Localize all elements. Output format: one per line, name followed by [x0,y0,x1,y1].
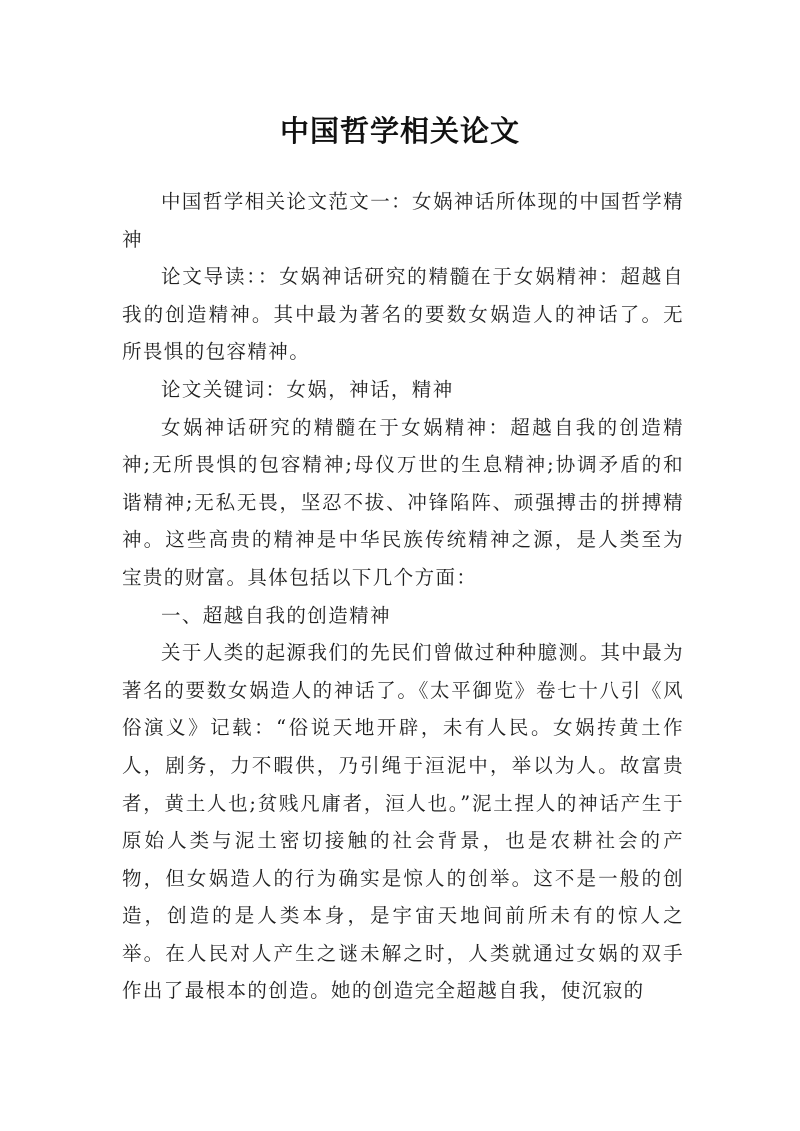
section-heading: 一、超越自我的创造精神 [161,603,391,627]
keywords-paragraph: 论文关键词：女娲，神话，精神 [161,377,454,401]
intro-paragraph: 女娲神话研究的精髓在于女娲精神：超越自我的创造精神;无所畏惧的包容精神;母仪万世的生息精神;协调矛盾的和谐精神;无私无畏，坚忍不拔、冲锋陷阵、顽强搏击的拼搏精神。这些高贵的精神是中华民族传统精神之源，是人类至为宝贵的财富。具体包括以下几个方面： [122,415,684,589]
abstract-paragraph: 论文导读：：女娲神话研究的精髓在于女娲精神：超越自我的创造精神。其中最为著名的要数女娲造人的神话了。无所畏惧的包容精神。 [122,265,684,364]
document-title: 中国哲学相关论文 [279,114,520,149]
essay-heading-paragraph: 中国哲学相关论文范文一：女娲神话所体现的中国哲学精神 [122,190,684,251]
section-body-paragraph: 关于人类的起源我们的先民们曾做过种种臆测。其中最为著名的要数女娲造人的神话了。《太平御览》卷七十八引《风俗演义》记载：“俗说天地开辟，未有人民。女娲抟黄土作人，剧务，力不暇供，乃引绳于洹泥中，举以为人。故富贵者，黄土人也;贫贱凡庸者，洹人也。”泥土捏人的神话产生于原始人类与泥土密切接触的社会背景，也是农耕社会的产物，但女娲造人的行为确实是惊人的创举。这不是一般的创造，创造的是人类本身，是宇宙天地间前所未有的惊人之举。在人民对人产生之谜未解之时，人类就通过女娲的双手作出了最根本的创造。她的创造完全超越自我，使沉寂的 [122,641,684,1003]
document-body [122,183,684,1010]
